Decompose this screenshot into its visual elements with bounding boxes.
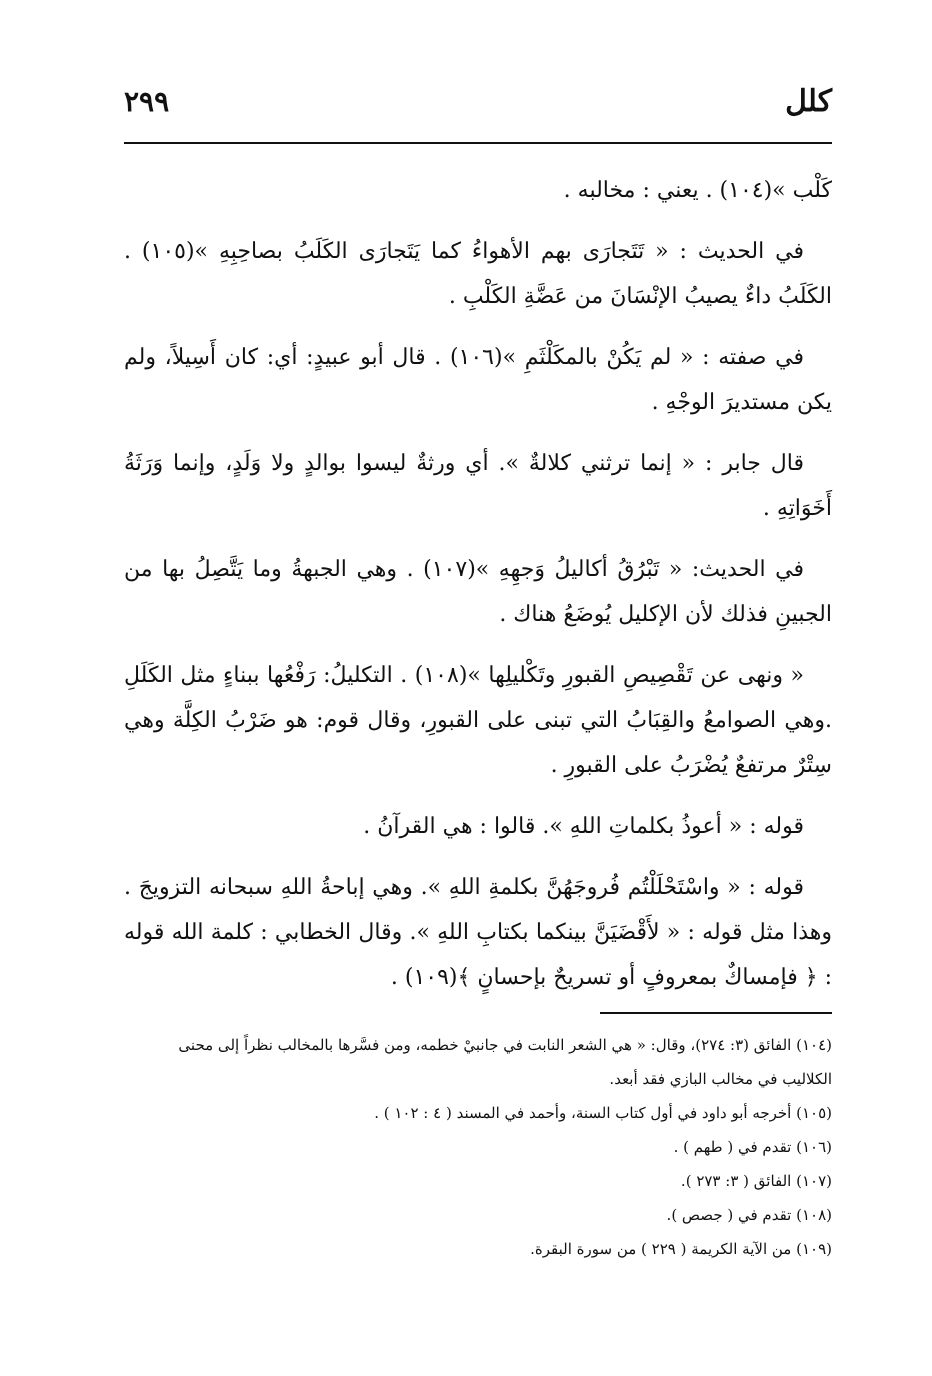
header-divider — [124, 142, 832, 144]
footnote-109: (١٠٩) من الآية الكريمة ( ٢٢٩ ) من سورة البقرة. — [530, 1240, 832, 1258]
footnote-divider — [600, 1012, 832, 1014]
paragraph-4: قال جابر : « إنما ترثني كلالةٌ ». أي ورثةٌ ليسوا بوالدٍ ولا وَلَدٍ، وإنما وَرَثَةُ أَخَوَاتِهِ . — [124, 451, 832, 521]
footnote-105: (١٠٥) أخرجه أبو داود في أول كتاب السنة، وأحمد في المسند ( ٤ : ١٠٢ ) . — [374, 1104, 832, 1122]
paragraph-2: في الحديث : « تَتَجارَى بهم الأهواءُ كما يَتَجارَى الكَلَبُ بصاحِبِهِ »(١٠٥) . الكَلَبُ داءٌ يصيبُ الإنْسَانَ من عَضَّةِ الكَلْبِ . — [124, 239, 832, 309]
paragraph-5: في الحديث: « تَبْرُقُ أكاليلُ وَجهِهِ »(١٠٧) . وهي الجبهةُ وما يَتَّصِلُ بها من الجبينِ فذلك لأن الإكليل يُوضَعُ هناك . — [124, 557, 832, 627]
paragraph-1: كَلْب »(١٠٤) . يعني : مخالبه . — [563, 178, 832, 203]
footnote-104: (١٠٤) الفائق (٣: ٢٧٤)، وقال: « هي الشعر النابت في جانبيْ خطمه، ومن فسَّرها بالمخالب نظراً إلى محنى الكلاليب في مخالب البازي فقد أبعد. — [178, 1036, 832, 1088]
paragraph-7: قوله : « أعوذُ بكلماتِ اللهِ ». قالوا : هي القرآنُ . — [363, 814, 804, 839]
footnote-106: (١٠٦) تقدم في ( طهم ) . — [673, 1138, 832, 1156]
paragraph-8: قوله : « واسْتَحْلَلْتُم فُروجَهُنَّ بكلمةِ اللهِ ». وهي إباحةُ اللهِ سبحانه التزويجَ . وهذا مثل قوله : « لأَقْضَيَنَّ بينكما بكتابِ اللهِ ». وقال الخطابي : كلمة الله قوله : ﴿ فإمساكٌ بمعروفٍ أو تسريحٌ بإحسانٍ ﴾(١٠٩) . — [124, 875, 832, 990]
header-root-word: كلل — [785, 84, 832, 119]
paragraph-3: في صفته : « لم يَكُنْ بالمكَلْثَمِ »(١٠٦) . قال أبو عبيدٍ: أي: كان أَسِيلاً، ولم يكن مستديرَ الوجْهِ . — [124, 345, 832, 415]
footnotes — [124, 1028, 832, 1266]
footnote-107: (١٠٧) الفائق ( ٣: ٢٧٣ ). — [680, 1172, 832, 1190]
paragraph-6: « ونهى عن تَقْصِيصِ القبورِ وتَكْليلِها »(١٠٨) . التكليلُ: رَفْعُها ببناءٍ مثل الكَلَلِ .وهي الصوامعُ والقِبَابُ التي تبنى على القبورِ، وقال قوم: هو ضَرْبُ الكِلَّة وهي سِتْرٌ مرتفعٌ يُضْرَبُ على القبورِ . — [124, 663, 832, 778]
footnote-108: (١٠٨) تقدم في ( جصص ). — [666, 1206, 832, 1224]
main-text — [124, 168, 832, 1016]
page-header — [124, 82, 832, 122]
page-number: ٢٩٩ — [124, 85, 170, 118]
